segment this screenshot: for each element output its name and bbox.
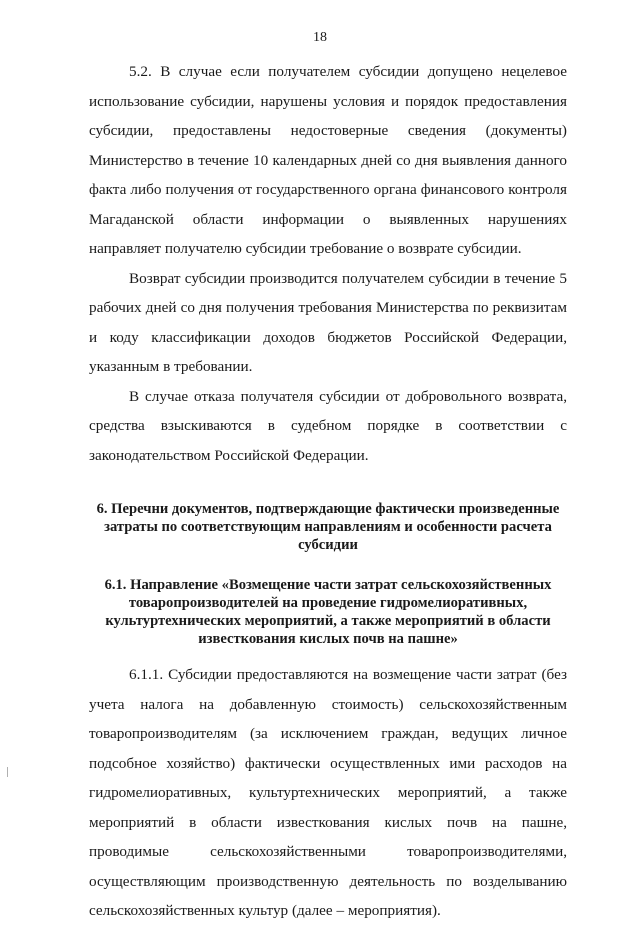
paragraph-refund-term: Возврат субсидии производится получателем субсидии в течение 5 рабочих дней со дня получения требования Министерства по реквизитам и коду классификации доходов бюджетов Российской Федерации, указанным в требовании.: [89, 269, 567, 375]
page-number: 18: [313, 30, 327, 45]
page-content: [89, 57, 567, 926]
paragraph-6-1-1: 6.1.1. Субсидии предоставляются на возмещение части затрат (без учета налога на добавленную стоимость) сельскохозяйственным товаропроизводителям (за исключением граждан, ведущих личное подсобное хозяйство) фактически осуществленных ими расходов на гидромелиоративных, культуртехнических мероприятий, а также мероприятий в области известкования кислых почв на пашне, проводимые сельскохозяйственными товаропроизводителями, осуществляющим производственную деятельность по возделыванию сельскохозяйственных культур (далее – мероприятия).: [89, 666, 567, 919]
section-heading-6: 6. Перечни документов, подтверждающие фактически произведенные затраты по соответствующим направлениям и особенности расчета субсидии: [96, 501, 560, 553]
subsection-heading-6-1: 6.1. Направление «Возмещение части затрат сельскохозяйственных товаропроизводителей на проведение гидромелиоративных, культуртехнических мероприятий, а также мероприятий в области известкования кислых почв на пашне»: [104, 577, 552, 647]
margin-mark: [7, 767, 8, 777]
paragraph-5-2: 5.2. В случае если получателем субсидии допущено нецелевое использование субсидии, нарушены условия и порядок предоставления субсидии, предоставлены недостоверные сведения (документы) Министерство в течение 10 календарных дней со дня выявления данного факта либо получения от государственного органа финансового контроля Магаданской области информации о выявленных нарушениях направляет получателю субсидии требование о возврате субсидии.: [89, 63, 567, 257]
paragraph-refusal: В случае отказа получателя субсидии от добровольного возврата, средства взыскиваются в судебном порядке в соответствии с законодательством Российской Федерации.: [89, 387, 567, 464]
